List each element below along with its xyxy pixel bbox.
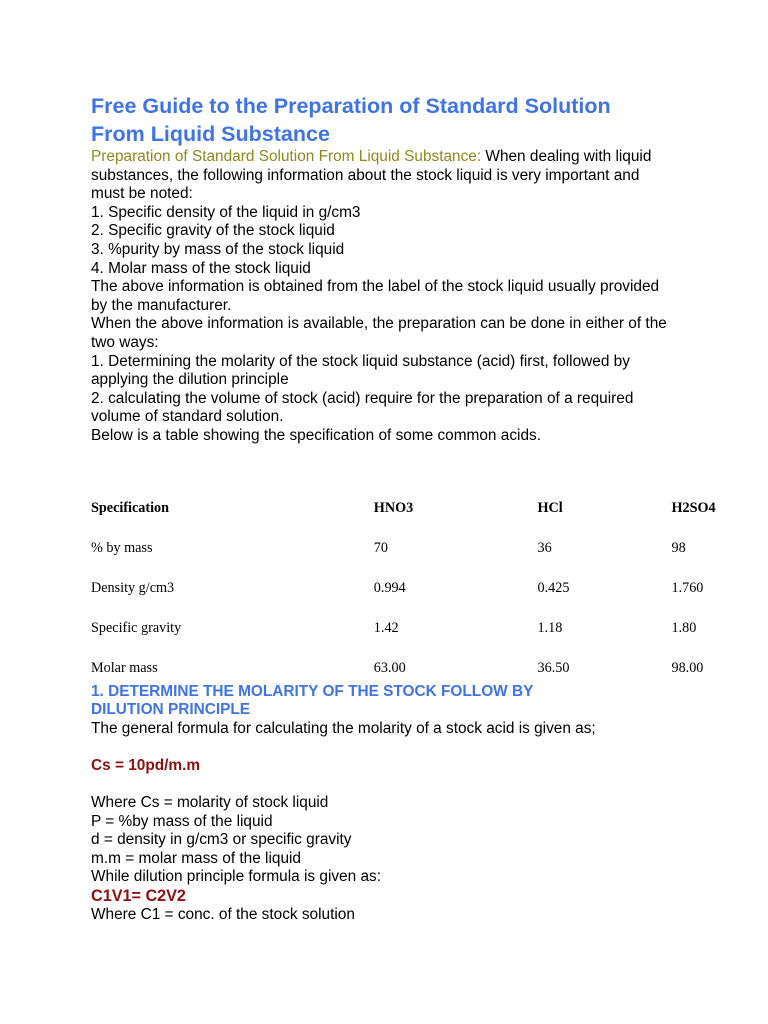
table-cell: 1.42 xyxy=(373,620,399,637)
table-cell: Density g/cm3 xyxy=(91,580,175,597)
section-1-heading-line-2: DILUTION PRINCIPLE xyxy=(91,701,251,719)
definition-item: d = density in g/cm3 or specific gravity xyxy=(91,831,352,849)
table-header-row xyxy=(91,489,731,529)
section-1-heading-line-1: 1. DETERMINE THE MOLARITY OF THE STOCK FOLLOW BY xyxy=(91,682,534,700)
molarity-formula: Cs = 10pd/m.m xyxy=(91,756,201,774)
table-cell: 1.760 xyxy=(671,580,704,597)
table-cell: % by mass xyxy=(91,540,153,557)
method-2-line-2: volume of standard solution. xyxy=(91,408,284,426)
property-list xyxy=(91,204,731,278)
table-row xyxy=(91,529,731,569)
method-2-line-1: 2. calculating the volume of stock (acid) require for the preparation of a required xyxy=(91,389,634,407)
dilution-formula: C1V1= C2V2 xyxy=(91,887,186,906)
intro-text-1: When dealing with liquid xyxy=(481,148,652,165)
table-header-cell: HCl xyxy=(537,500,563,517)
table-cell: Molar mass xyxy=(91,660,158,677)
document-body xyxy=(91,93,731,924)
intro-text-3: must be noted: xyxy=(91,185,193,203)
label-info-paragraph xyxy=(91,278,731,315)
table-header-cell: Specification xyxy=(91,500,170,517)
para-2-line-1: The above information is obtained from the label of the stock liquid usually provided xyxy=(91,278,660,296)
definition-item: Where Cs = molarity of stock liquid xyxy=(91,794,329,812)
intro-text-2: substances, the following information about the stock liquid is very important and xyxy=(91,166,640,184)
list-item: 2. Specific gravity of the stock liquid xyxy=(91,222,335,240)
list-item: 1. Specific density of the liquid in g/cm3 xyxy=(91,203,361,221)
table-cell: 36 xyxy=(537,540,552,557)
table-header-cell: H2SO4 xyxy=(671,500,716,517)
definition-item: P = %by mass of the liquid xyxy=(91,812,273,830)
spacer xyxy=(91,738,731,757)
document-title xyxy=(91,93,731,148)
spacer xyxy=(91,775,731,794)
para-3-line-2: two ways: xyxy=(91,333,159,351)
acid-specification-table xyxy=(91,489,731,689)
list-item: 4. Molar mass of the stock liquid xyxy=(91,259,311,277)
para-2-line-2: by the manufacturer. xyxy=(91,296,232,314)
table-header-cell: HNO3 xyxy=(373,500,414,517)
table-cell: 0.425 xyxy=(537,580,570,597)
table-cell: Specific gravity xyxy=(91,620,182,637)
table-cell: 63.00 xyxy=(373,660,406,677)
dilution-intro: While dilution principle formula is given as: xyxy=(91,868,381,886)
section-1-heading xyxy=(91,683,731,720)
table-cell: 0.994 xyxy=(373,580,406,597)
section-1-intro: The general formula for calculating the molarity of a stock acid is given as; xyxy=(91,719,596,737)
table-row xyxy=(91,609,731,649)
title-line-1: Free Guide to the Preparation of Standard Solution xyxy=(91,94,611,118)
intro-first-line xyxy=(91,148,731,167)
definition-item: m.m = molar mass of the liquid xyxy=(91,849,301,867)
title-line-2: From Liquid Substance xyxy=(91,121,330,146)
methods-paragraph xyxy=(91,315,731,445)
intro-label: Preparation of Standard Solution From Liquid Substance: xyxy=(91,148,482,165)
method-1-line-1: 1. Determining the molarity of the stock liquid substance (acid) first, followed by xyxy=(91,352,630,370)
intro-paragraph xyxy=(91,148,731,204)
table-cell: 36.50 xyxy=(537,660,570,677)
method-1-line-2: applying the dilution principle xyxy=(91,371,289,389)
table-cell: 70 xyxy=(373,540,388,557)
table-intro: Below is a table showing the specification of some common acids. xyxy=(91,426,541,444)
para-3-line-1: When the above information is available, the preparation can be done in either of the xyxy=(91,315,667,333)
table-cell: 1.18 xyxy=(537,620,563,637)
table-cell: 98.00 xyxy=(671,660,704,677)
table-cell: 1.80 xyxy=(671,620,697,637)
definitions-list xyxy=(91,794,731,868)
table-cell: 98 xyxy=(671,540,686,557)
table-row xyxy=(91,569,731,609)
list-item: 3. %purity by mass of the stock liquid xyxy=(91,240,345,258)
where-c1: Where C1 = conc. of the stock solution xyxy=(91,905,355,923)
